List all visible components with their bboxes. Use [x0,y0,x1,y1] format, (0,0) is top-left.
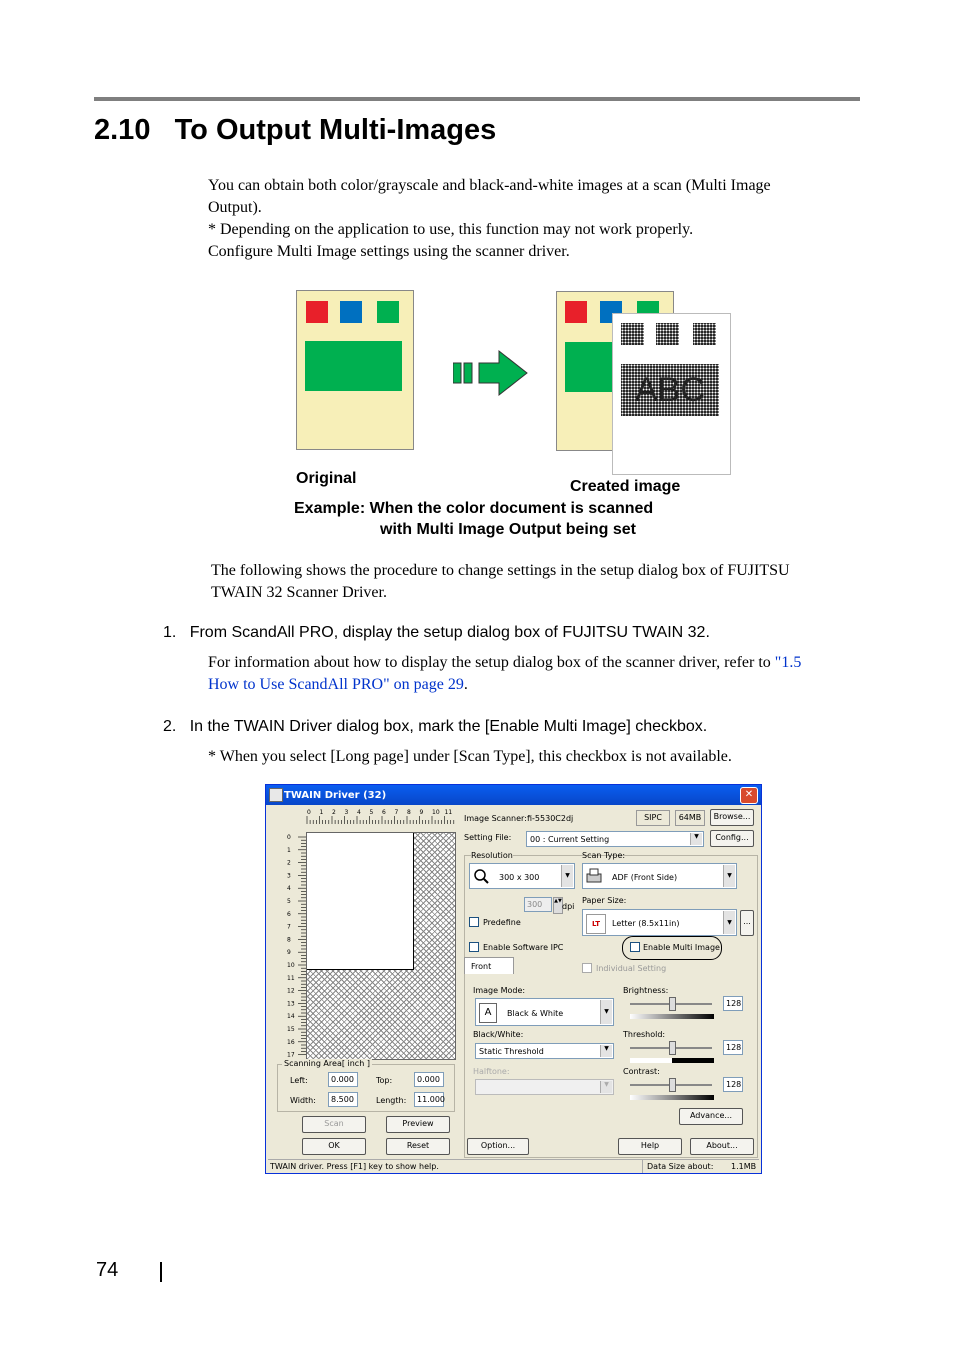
scanning-area-label: Scanning Area[ inch ] [284,1059,370,1068]
ruler-tick-label: 16 [287,1038,295,1046]
dpi-unit: dpi [562,902,575,911]
brightness-thumb[interactable] [669,997,676,1011]
length-label: Length: [376,1096,407,1105]
config-button[interactable]: Config... [710,830,754,847]
paper-size-select[interactable]: LT Letter (8.5x11in) ▼ [582,909,737,936]
setting-file-select[interactable]: 00 : Current Setting ▼ [526,831,704,847]
arrow-icon [453,348,533,398]
image-mode-select[interactable]: A Black & White ▼ [475,998,614,1026]
chevron-down-icon[interactable]: ▼ [723,865,735,887]
ruler-tick-label: 0 [287,834,291,841]
data-size-label: Data Size about: [647,1162,714,1171]
top-ruler [305,807,455,825]
contrast-value[interactable]: 128 [723,1077,743,1092]
enable-software-ipc-checkbox[interactable] [469,942,479,952]
data-size-value: 1.1MB [731,1162,757,1171]
chevron-down-icon[interactable]: ▼ [723,911,735,934]
figure-caption-2: with Multi Image Output being set [380,521,636,538]
ruler-tick-label: 6 [382,809,386,816]
ruler-tick-label: 8 [287,936,291,944]
ruler-tick-label: 15 [287,1026,295,1033]
scan-button[interactable]: Scan [302,1116,366,1133]
app-icon [269,788,283,802]
resolution-icon [472,867,490,885]
width-label: Width: [290,1096,316,1105]
ruler-tick-label: 2 [287,859,291,867]
resolution-select[interactable]: 300 x 300 ▼ [469,863,575,889]
step-2-detail: * When you select [Long page] under [Scan Type], this checkbox is not available. [208,748,732,765]
ruler-tick-label: 4 [287,885,291,893]
step-2: 2. In the TWAIN Driver dialog box, mark the [Enable Multi Image] checkbox. [163,718,708,735]
length-field[interactable]: 11.000 [414,1092,444,1107]
paper-size-label: Paper Size: [582,896,627,905]
scan-type-select[interactable]: ADF (Front Side) ▼ [582,863,737,889]
threshold-gradient [630,1058,714,1063]
dialog-titlebar [266,785,761,805]
ruler-tick-label: 5 [369,809,374,816]
ruler-tick-label: 1 [319,809,324,816]
help-button[interactable]: Help [618,1138,682,1155]
step-1-detail: For information about how to display the setup dialog box of the scanner driver, refer to "1.5 How to Use ScandAll PRO" on page 29. [208,654,802,693]
ruler-tick-label: 7 [287,923,291,931]
header-rule [94,97,860,101]
ruler-tick-label: 9 [419,809,424,816]
threshold-label: Threshold: [623,1030,666,1039]
dialog-title: TWAIN Driver (32) [284,790,387,801]
ruler-tick-label: 5 [287,898,291,905]
paper-icon: LT [586,914,606,934]
page-number: 74 [96,1259,119,1281]
dpi-field[interactable]: 300 [524,897,552,912]
brightness-label: Brightness: [623,986,669,995]
individual-setting-label: Individual Setting [596,964,667,973]
ruler-tick-label: 2 [332,809,336,816]
left-field[interactable]: 0.000 [328,1072,358,1087]
option-button[interactable]: Option... [467,1138,529,1155]
scanner-icon [586,868,602,884]
ruler-tick-label: 11 [287,974,295,982]
brightness-gradient [630,1014,714,1019]
dpi-spinner[interactable]: ▲▼ [553,897,563,914]
chevron-down-icon[interactable]: ▼ [600,1000,612,1024]
original-label: Original [296,470,357,487]
top-label: Top: [376,1076,393,1085]
ruler-tick-label: 14 [287,1013,295,1021]
bw-select[interactable]: Static Threshold ▼ [475,1043,614,1059]
resolution-label: Resolution [471,851,513,860]
step-1: 1. From ScandAll PRO, display the setup dialog box of FUJITSU TWAIN 32. [163,624,710,641]
enable-multi-image-checkbox[interactable] [630,942,640,952]
chevron-down-icon[interactable]: ▼ [690,833,702,845]
width-field[interactable]: 8.500 [328,1092,358,1107]
ruler-tick-label: 8 [407,809,411,816]
contrast-thumb[interactable] [669,1078,676,1092]
ruler-tick-label: 17 [287,1051,295,1057]
ruler-tick-label: 1 [287,846,291,854]
chevron-down-icon[interactable]: ▼ [600,1081,612,1093]
advance-button[interactable]: Advance... [679,1108,743,1125]
close-icon[interactable]: ✕ [740,787,758,804]
sipc-badge: SIPC [636,810,670,826]
ruler-tick-label: 6 [287,910,291,918]
footer-rule [160,1262,162,1282]
image-mode-label: Image Mode: [473,986,526,995]
image-scanner-value: fi-5530C2dj [527,814,574,823]
ruler-tick-label: 10 [432,809,440,816]
procedure-intro: The following shows the procedure to change settings in the setup dialog box of FUJITSU TWAIN 32 Scanner Driver. [211,562,790,601]
memory-badge: 64MB [675,810,705,826]
image-scanner-label: Image Scanner: [464,814,527,823]
predefine-label: Predefine [483,918,521,927]
halftone-label: Halftone: [473,1067,510,1076]
setting-file-label: Setting File: [464,833,512,842]
ruler-tick-label: 13 [287,1000,295,1008]
bw-label: Black/White: [473,1030,524,1039]
chevron-down-icon[interactable]: ▼ [561,865,573,887]
ruler-tick-label: 3 [287,872,291,880]
paper-more-button[interactable]: ... [740,910,754,936]
threshold-thumb[interactable] [669,1041,676,1055]
created-label: Created image [570,478,681,495]
ruler-tick-label: 0 [307,809,311,816]
contrast-gradient [630,1095,714,1100]
left-label: Left: [290,1076,308,1085]
preview-button[interactable]: Preview [386,1116,450,1133]
figure-caption-1: Example: When the color document is scanned [294,500,654,517]
intro-paragraph: You can obtain both color/grayscale and black-and-white images at a scan (Multi Image Output). * Depending on the application to use, this function may not work properly. Configure Multi Image settings using the scanner driver. [208,177,771,260]
scan-region[interactable] [307,833,414,970]
individual-setting-checkbox[interactable] [582,963,592,973]
ruler-tick-label: 12 [287,987,295,995]
ruler-tick-label: 9 [287,949,291,957]
cross-ref-link[interactable]: "1.5 [774,654,802,671]
threshold-value[interactable]: 128 [723,1040,743,1055]
ruler-tick-label: 7 [394,809,399,816]
ruler-tick-label: 3 [344,809,349,816]
enable-multi-image-label: Enable Multi Image [643,943,720,952]
reset-button[interactable]: Reset [386,1138,450,1155]
created-bw-sheet [612,313,731,475]
contrast-label: Contrast: [623,1067,660,1076]
section-heading: 2.10 To Output Multi-Images [94,114,497,146]
chevron-down-icon[interactable]: ▼ [600,1045,612,1057]
left-ruler [286,831,306,1057]
brightness-value[interactable]: 128 [723,996,743,1011]
halftone-select[interactable] [475,1079,614,1095]
scan-type-label: Scan Type: [582,851,626,860]
ok-button[interactable]: OK [302,1138,366,1155]
about-button[interactable]: About... [690,1138,754,1155]
ruler-tick-label: 4 [357,809,361,816]
image-mode-icon: A [479,1003,497,1023]
enable-software-ipc-label: Enable Software IPC [483,943,564,952]
status-text: TWAIN driver. Press [F1] key to show help. [270,1162,439,1171]
top-field[interactable]: 0.000 [414,1072,444,1087]
tab-front[interactable]: Front [464,957,514,974]
ruler-tick-label: 11 [444,809,453,816]
ruler-tick-label: 10 [287,962,295,969]
browse-button[interactable]: Browse... [710,809,754,826]
status-bar [268,1159,759,1173]
twain-dialog [265,784,762,1174]
original-sheet [296,290,414,450]
predefine-checkbox[interactable] [469,917,479,927]
sample-text: ABC [621,364,719,416]
cross-ref-link-cont[interactable]: How to Use ScandAll PRO" on page 29 [208,676,464,693]
preview-area[interactable] [306,832,456,1060]
